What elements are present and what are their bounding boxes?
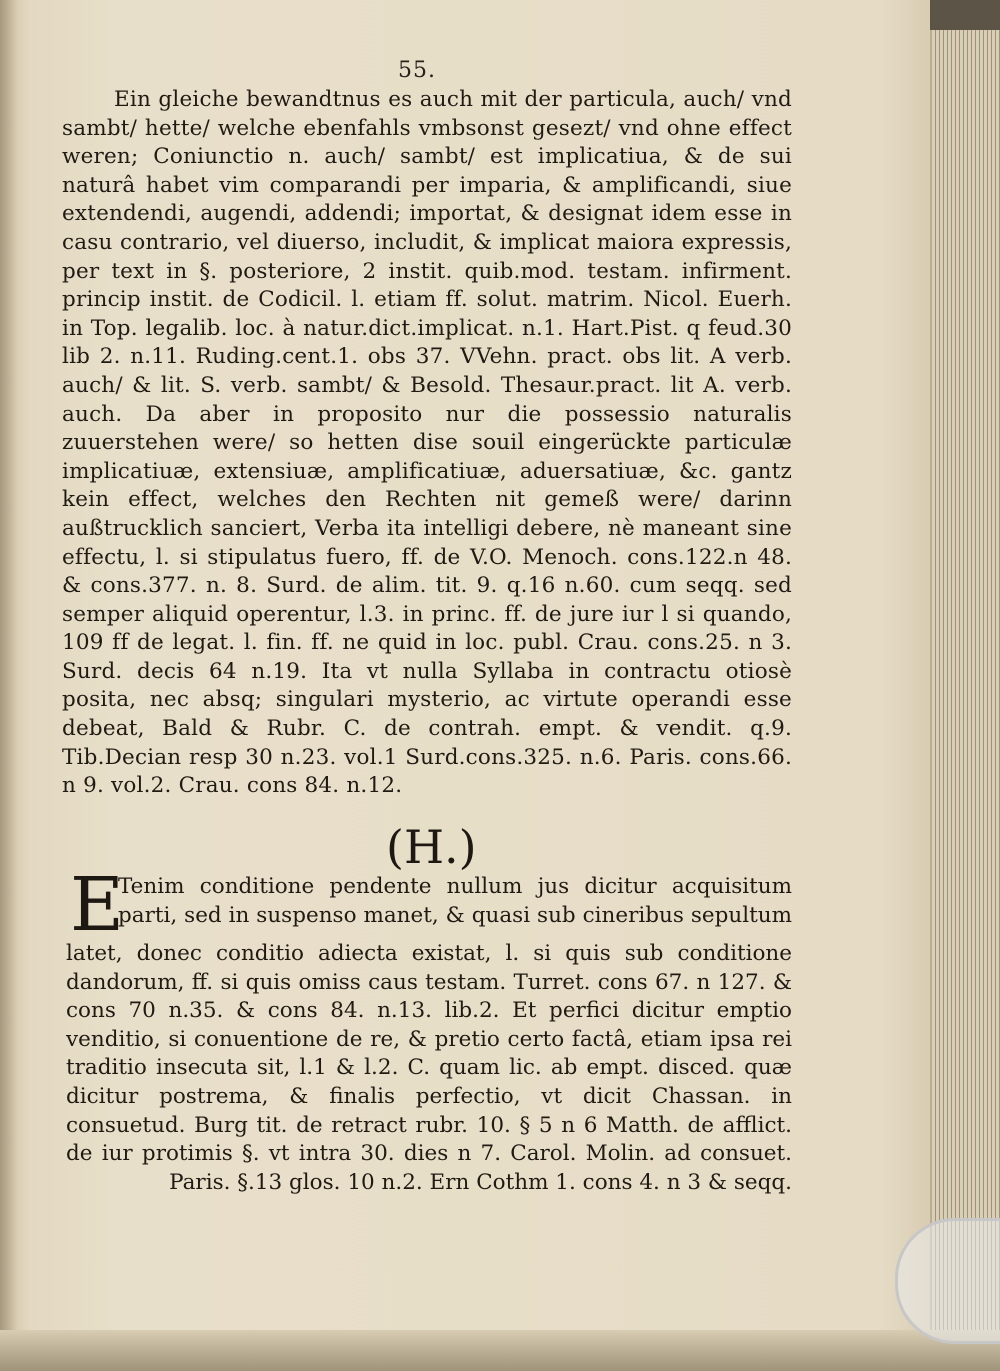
paragraph-2-body: latet, donec conditio adiecta existat, l. si quis sub conditione dandorum, ff. si quis omiss caus testam. Turret. cons 67. n 127. & cons 70 n.35. & cons 84. n.13. lib.2. Et perfici dicitur emptio venditio, si conuentione de re, & pretio certo factâ, etiam ipsa rei traditio insecuta sit, l.1 & l.2. C. quam lic. ab empt. disced. quæ dicitur postrema, & finalis perfectio, vt dicit Chassan. in consuetud. Burg tit. de retract rubr. 10. § 5 n 6 Matth. de afflict. de iur protimis §. vt intra 30. dies n 7. Carol. Molin. ad consuet. Paris. §.13 glos. 10 n.2. Ern Cothm 1. cons 4. n 3 & seqq. [66, 941, 792, 1195]
background-edge [930, 0, 1000, 34]
page-clip-icon [895, 1218, 1000, 1344]
page-number: 55. [398, 58, 436, 83]
paragraph-2-line-2: parti, sed in suspenso manet, & quasi sub cineribus sepultum [118, 902, 792, 928]
paragraph-1: Ein gleiche bewandtnus es auch mit der particula, auch/ vnd sambt/ hette/ welche ebenfahls vmbsonst gesezt/ vnd ohne effect weren; Coniunctio n. auch/ sambt/ est implicatiua, & de sui naturâ habet vim comparandi per imparia, & amplificandi, siue extendendi, augendi, addendi; importat, & designat idem esse in casu contrario, vel diuerso, includit, & implicat maiora expressis, per text in §. posteriore, 2 instit. quib.mod. testam. infirment. princip instit. de Codicil. l. etiam ff. solut. matrim. Nicol. Euerh. in Top. legalib. loc. à natur.dict.implicat. n.1. Hart.Pist. q feud.30 lib 2. n.11. Ruding.cent.1. obs 37. VVehn. pract. obs lit. A verb. auch/ & lit. S. verb. sambt/ & Besold. Thesaur.pract. lit A. verb. auch. Da aber in proposito nur die possessio naturalis zuuerstehen were/ so hetten dise souil eingerückte particulæ implicatiuæ, extensiuæ, amplificatiuæ, aduersatiuæ, &c. gantz kein effect, welches den Rechten nit gemeß were/ darinn außtrucklich sanciert, Verba ita intelligi debere, nè maneant sine effectu, l. si stipulatus fuero, ff. de V.O. Menoch. cons.122.n 48. & cons.377. n. 8. Surd. de alim. tit. 9. q.16 n.60. cum seqq. sed semper aliquid operentur, l.3. in princ. ff. de jure iur l si quando, 109 ff de legat. l. fin. ff. ne quid in loc. publ. Crau. cons.25. n 3. Surd. decis 64 n.19. Ita vt nulla Syllaba in contractu otiosè posita, nec absq; singulari mysterio, ac virtute operandi esse debeat, Bald & Rubr. C. de contrah. empt. & vendit. q.9. Tib.Decian resp 30 n.23. vol.1 Surd.cons.325. n.6. Paris. cons.66. n 9. vol.2. Crau. cons 84. n.12. [62, 87, 792, 799]
drop-cap: E [70, 862, 125, 948]
book-page-edges [930, 30, 1000, 1330]
gutter-shadow [0, 0, 18, 1371]
section-heading: (H.) [386, 820, 477, 874]
paragraph-2-line-1: Tenim conditione pendente nullum jus dicitur acquisitum [118, 874, 792, 899]
book-bottom-edge [0, 1330, 1000, 1371]
